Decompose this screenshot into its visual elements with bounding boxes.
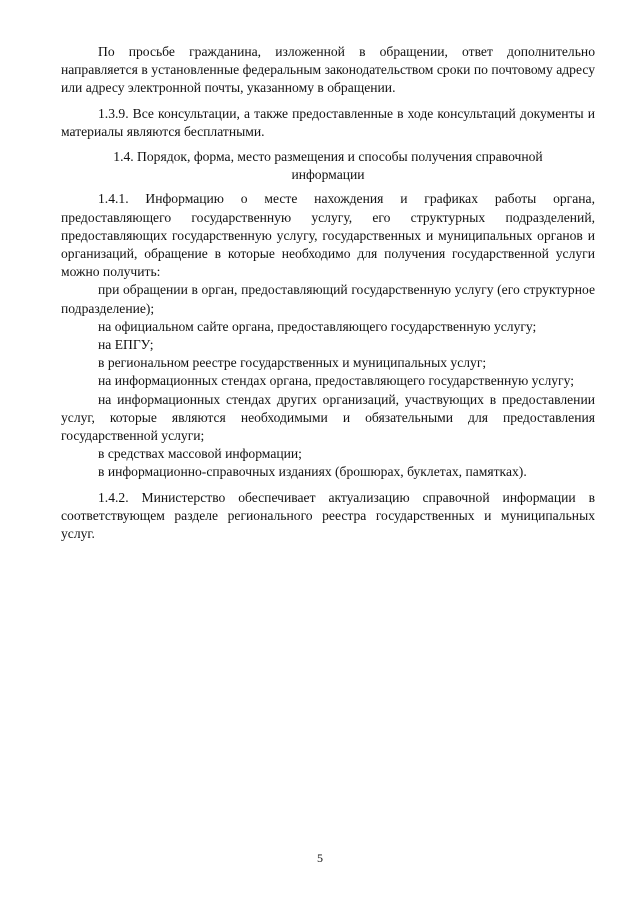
paragraph-1-4-1: 1.4.1. Информацию о месте нахождения и графиках работы органа, предоставляющего государственную услугу, его структурных подразделений, предоставляющих государственную услугу, государственных и муниципальных органов и организаций, обращение в которые необходимо для получения государственной услуги можно получить: bbox=[61, 191, 595, 280]
list-item: на официальном сайте органа, предоставляющего государственную услугу; bbox=[98, 318, 537, 334]
section-heading-1-4: 1.4. Порядок, форма, место размещения и способы получения справочной информации bbox=[113, 149, 543, 183]
list-item: на информационных стендах органа, предоставляющего государственную услугу; bbox=[98, 373, 575, 389]
paragraph-1-3-9: 1.3.9. Все консультации, а также предоставленные в ходе консультаций документы и материалы являются бесплатными. bbox=[61, 105, 595, 139]
list-item: при обращении в орган, предоставляющий государственную услугу (его структурное подразделение); bbox=[61, 282, 595, 316]
list-item: на ЕПГУ; bbox=[98, 337, 154, 353]
list-item: на информационных стендах других организаций, участвующих в предоставлении услуг, которые являются необходимыми и обязательными для предоставления государственной услуги; bbox=[61, 391, 595, 444]
list-item: в региональном реестре государственных и муниципальных услуг; bbox=[98, 355, 487, 371]
document-body bbox=[61, 43, 595, 543]
list-item: в средствах массовой информации; bbox=[98, 446, 302, 462]
list-item: в информационно-справочных изданиях (брошюрах, буклетах, памятках). bbox=[98, 464, 527, 480]
paragraph-1-4-2: 1.4.2. Министерство обеспечивает актуализацию справочной информации в соответствующем разделе регионального реестра государственных и муниципальных услуг. bbox=[61, 489, 595, 542]
paragraph-response-delivery: По просьбе гражданина, изложенной в обращении, ответ дополнительно направляется в установленные федеральным законодательством сроки по почтовому адресу или адресу электронной почты, указанному в обращении. bbox=[61, 44, 595, 96]
page-number: 5 bbox=[317, 851, 323, 865]
